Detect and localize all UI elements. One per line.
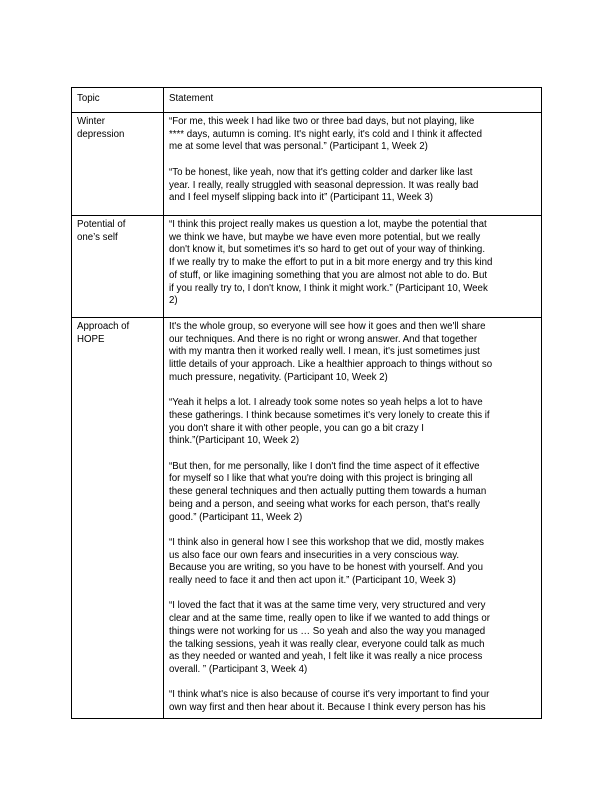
statement-paragraph: “For me, this week I had like two or three bad days, but not playing, like **** days, autumn is coming. It's night early, it's cold and I think it affected me at some level that was personal.” (Participant 1, Week 2)	[169, 116, 482, 153]
topic-label: Potential of one’s self	[77, 219, 126, 243]
statement-cell	[164, 216, 542, 318]
table-row-potential-of-ones-self	[72, 216, 542, 318]
statement-paragraph: “I think what's nice is also because of course it's very important to find your own way first and then hear about it. Because I think every person has his	[169, 689, 490, 714]
table-row-winter-depression	[72, 113, 542, 216]
statement-cell	[164, 318, 542, 719]
topic-label: Winter depression	[77, 116, 125, 140]
statement-column-header: Statement	[164, 88, 542, 113]
statement-paragraph: “I think this project really makes us question a lot, maybe the potential that we think we have, but maybe we have even more potential, but we really don't know it, but sometimes it's so hard to get out of your way of thinking. If we really try to make the effort to put in a bit more energy and try this kind of stuff, or like imagining something that you are almost not able to do. But if you really try to, I don't know, I think it might work.” (Participant 10, Week 2)	[169, 219, 493, 307]
table-row-approach-of-hope	[72, 318, 542, 719]
statement-paragraph: “I think also in general how I see this workshop that we did, mostly makes us also face our own fears and insecurities in a very conscious way. Because you are writing, so you have to be honest with yourself. And you really need to face it and then act upon it.” (Participant 10, Week 3)	[169, 536, 484, 587]
topic-cell	[72, 216, 164, 318]
topic-label: Approach of HOPE	[77, 321, 130, 345]
participant-quotes-table	[71, 87, 542, 719]
statement-paragraph: It's the whole group, so everyone will see how it goes and then we'll share our techniques. And there is no right or wrong answer. And that together with my mantra then it worked really well. I mean, it's just sometimes just little details of your approach. Like a healthier approach to things without so much pressure, negativity. (Participant 10, Week 2)	[169, 321, 493, 383]
statement-paragraph: “To be honest, like yeah, now that it's getting colder and darker like last year. I really, really struggled with seasonal depression. It was really bad and I feel myself slipping back into it” (Participant 11, Week 3)	[169, 166, 479, 204]
topic-cell	[72, 113, 164, 216]
statement-paragraph: “Yeah it helps a lot. I already took some notes so yeah helps a lot to have these gatherings. I think because sometimes it's very lonely to create this if you don't share it with other people, you can go a bit crazy I think.”(Participant 10, Week 2)	[169, 397, 490, 447]
topic-cell	[72, 318, 164, 719]
statement-paragraph: “But then, for me personally, like I don't find the time aspect of it effective for myself so I like that what you're doing with this project is bringing all these general techniques and then actually putting them towards a human being and a person, and seeing what works for each person, that's really good.” (Participant 11, Week 2)	[169, 460, 487, 523]
table-header-row	[72, 88, 542, 113]
statement-paragraph: “I loved the fact that it was at the same time very, very structured and very clear and at the same time, really open to like if we wanted to add things or things were not working for us … So yeah and also the way you managed the talking sessions, yeah it was really clear, everyone could talk as much as they needed or wanted and yeah, I felt like it was really a nice process overall. ” (Participant 3, Week 4)	[169, 600, 490, 675]
statement-cell	[164, 113, 542, 216]
topic-column-header: Topic	[72, 88, 164, 113]
